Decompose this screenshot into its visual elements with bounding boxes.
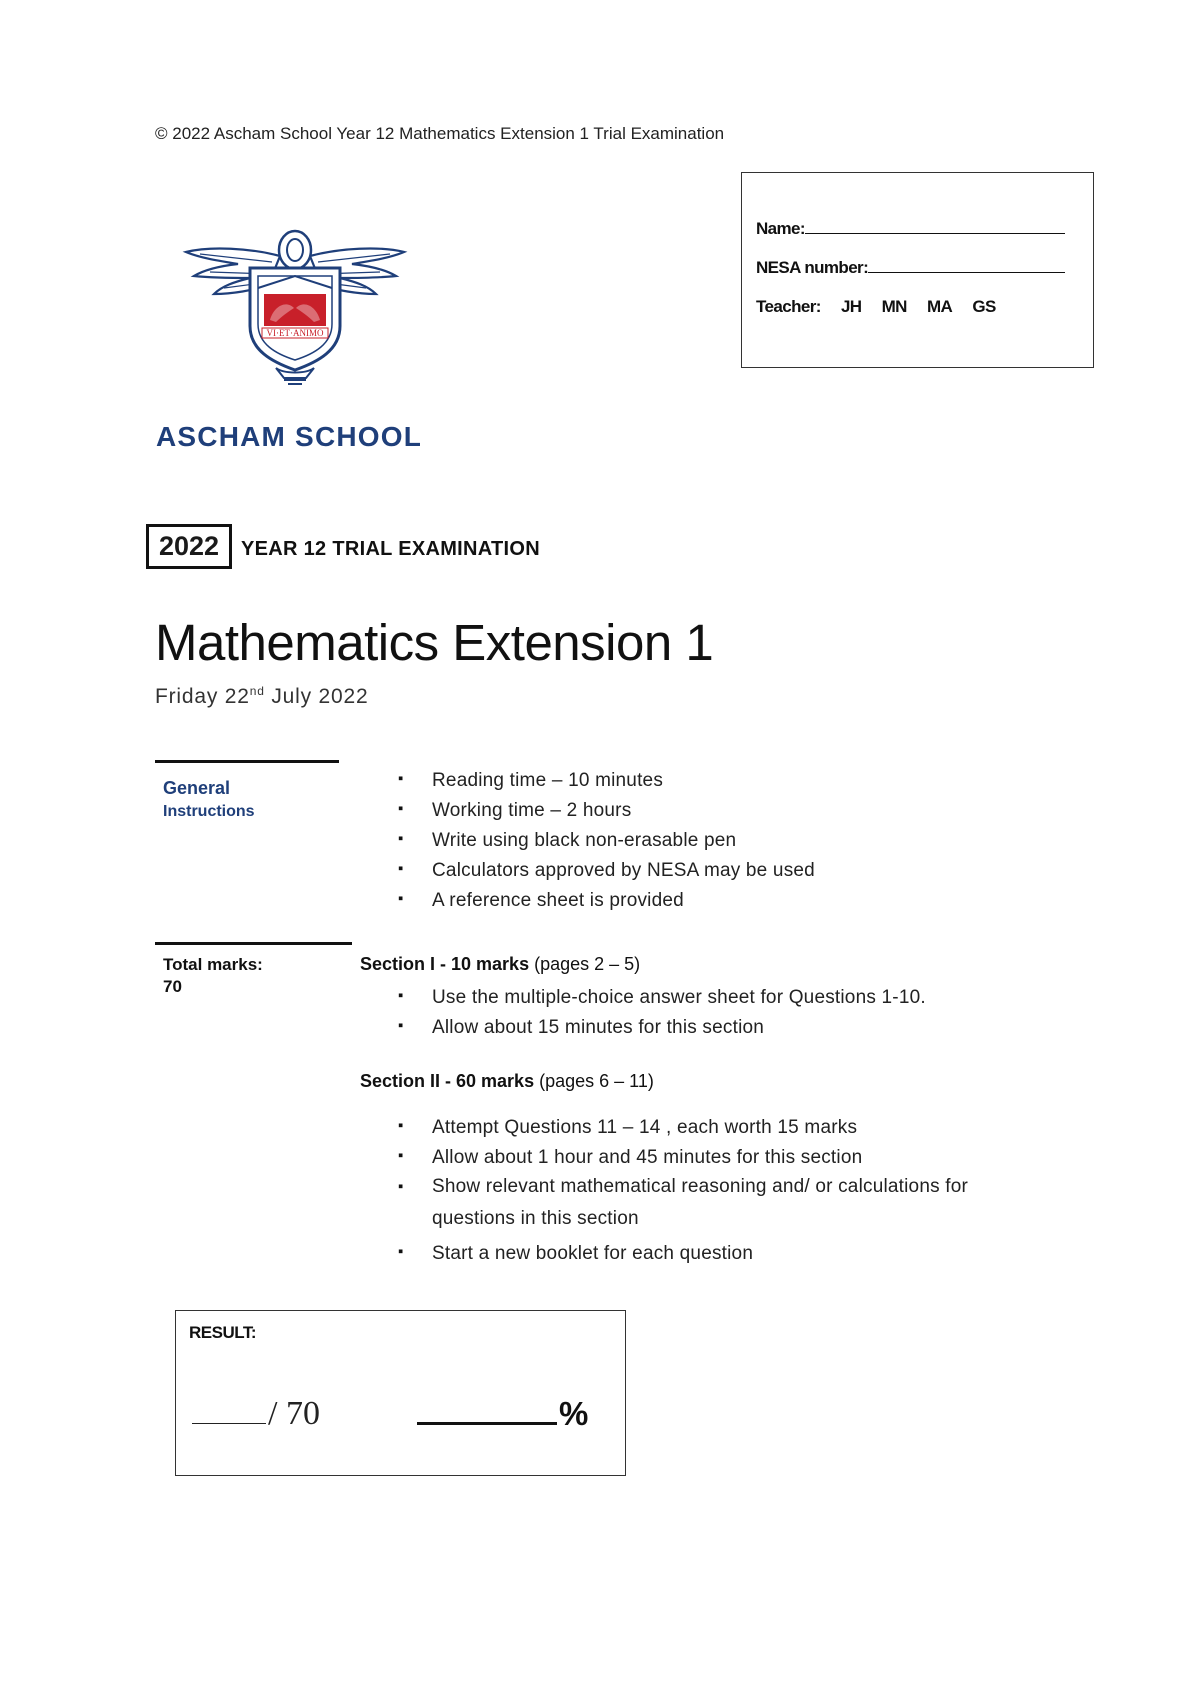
teacher-option[interactable]: MA (926, 297, 953, 316)
list-item: ▪ Allow about 15 minutes for this section (398, 1017, 926, 1039)
exam-year-box: 2022 (146, 524, 232, 569)
list-item: ▪ Use the multiple-choice answer sheet for Questions 1-10. (398, 987, 926, 1009)
nesa-line (756, 258, 1065, 278)
page-title: Mathematics Extension 1 (155, 614, 714, 671)
name-line (756, 219, 1065, 239)
list-item: ▪ A reference sheet is provided (398, 890, 815, 912)
general-instructions-list (398, 770, 815, 912)
percent-field[interactable]: % (417, 1395, 588, 1433)
teacher-line (756, 297, 1012, 317)
teacher-option[interactable]: JH (840, 297, 862, 316)
score-field[interactable]: / 70 (192, 1395, 320, 1433)
nesa-label: NESA number: (756, 258, 869, 277)
list-item: ▪ Write using black non-erasable pen (398, 830, 815, 852)
school-crest-logo (180, 228, 410, 398)
teacher-option[interactable]: GS (972, 297, 996, 316)
teacher-label: Teacher: (756, 297, 821, 316)
general-instructions-label: General Instructions (163, 778, 255, 820)
result-box (175, 1310, 626, 1476)
crest-motto: VI·ET·ANIMO (266, 328, 324, 338)
name-label: Name: (756, 219, 805, 238)
divider (155, 760, 339, 763)
divider (155, 942, 352, 945)
copyright-line: © 2022 Ascham School Year 12 Mathematics Extension 1 Trial Examination (155, 124, 725, 143)
list-item: ▪ Reading time – 10 minutes (398, 770, 815, 792)
list-item: ▪ Attempt Questions 11 – 14 , each worth 15 marks (398, 1117, 1018, 1139)
section-2-heading: Section II - 60 marks (pages 6 – 11) (360, 1071, 654, 1091)
list-item: ▪ Start a new booklet for each question (398, 1243, 1018, 1265)
section-1-heading: Section I - 10 marks (pages 2 – 5) (360, 954, 641, 974)
student-details-box (741, 172, 1094, 368)
teacher-option[interactable]: MN (881, 297, 907, 316)
exam-type: YEAR 12 TRIAL EXAMINATION (241, 538, 541, 560)
list-item: ▪ Working time – 2 hours (398, 800, 815, 822)
exam-date: Friday 22nd July 2022 (155, 684, 369, 708)
list-item: ▪ Calculators approved by NESA may be used (398, 860, 815, 882)
school-name: ASCHAM SCHOOL (156, 421, 423, 452)
total-marks: Total marks: 70 (163, 955, 263, 996)
nesa-field[interactable] (868, 271, 1065, 273)
section-1-list (398, 987, 926, 1039)
result-label: RESULT: (189, 1323, 257, 1342)
name-field[interactable] (805, 232, 1065, 234)
list-item: ▪ Allow about 1 hour and 45 minutes for this section (398, 1147, 1018, 1169)
list-item: ▪ Show relevant mathematical reasoning and/ or calculations for questions in this section (398, 1171, 1018, 1235)
section-2-list (398, 1117, 1018, 1265)
